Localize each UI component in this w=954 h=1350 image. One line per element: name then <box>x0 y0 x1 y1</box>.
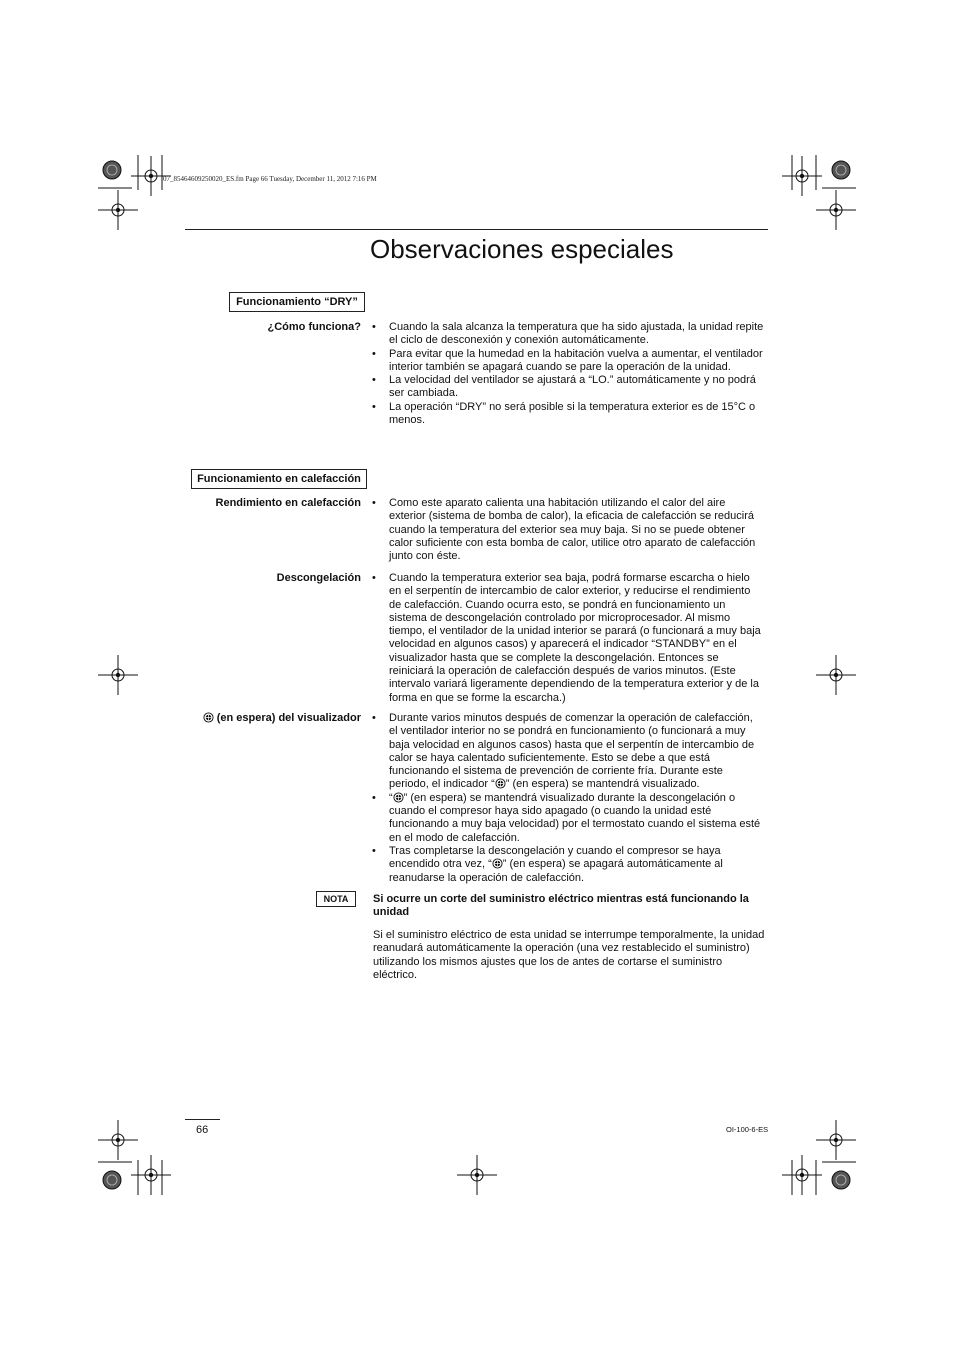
section-heading-heating: Funcionamiento en calefacción <box>191 469 367 489</box>
nota-badge: NOTA <box>316 891 356 907</box>
list-item: • Para evitar que la humedad en la habitación vuelva a aumentar, el ventilador interior también se apagará cuando se pare la operación de la unidad. <box>372 348 764 375</box>
text-segment: “ <box>389 791 393 804</box>
page-title: Observaciones especiales <box>370 234 674 264</box>
list-item: • La velocidad del ventilador se ajustará a “LO.” automáticamente y no podrá ser cambiada. <box>372 374 764 401</box>
standby-icon <box>492 858 503 869</box>
label-defrost: Descongelación <box>276 572 361 584</box>
standby-icon <box>393 792 404 803</box>
text-segment: Durante varios minutos después de comenzar la operación de calefacción, el ventilador interior no se pondrá en funcionamiento (o funcionará a muy baja velocidad en algunos casos) hasta que el serpentín de intercambio de calor se haya calentado suficientemente. Esto se debe a que está funcionando el sistema de prevención de corriente fría. Durante este periodo, el indicador “ <box>389 712 755 791</box>
label-heating-performance: Rendimiento en calefacción <box>215 497 361 509</box>
standby-icon <box>495 778 506 789</box>
file-info: 07_85464609250020_ES.fm Page 66 Tuesday, December 11, 2012 7:16 PM <box>163 175 377 183</box>
standby-list <box>372 712 764 885</box>
performance-list <box>372 497 764 563</box>
label-how-it-works: ¿Cómo funciona? <box>267 321 361 333</box>
page-number: 66 <box>196 1124 209 1136</box>
text-segment: Tras completarse la descongelación y cuando el compresor se haya encendido otra vez, “ <box>389 844 721 871</box>
list-item: • Como este aparato calienta una habitación utilizando el calor del aire exterior (sistema de bomba de calor), la eficacia de calefacción se reducirá cuando la temperatura del exterior sea muy baja. Si no se puede obtener calor suficiente con esta bomba de calor, utilice otro aparato de calefacción junto con éste. <box>372 497 764 563</box>
standby-icon <box>203 712 214 723</box>
list-item: • Cuando la sala alcanza la temperatura que ha sido ajustada, la unidad repite el ciclo de desconexión y conexión automáticamente. <box>372 321 764 348</box>
nota-heading: Si ocurre un corte del suministro eléctrico mientras está funcionando la unidad <box>373 893 749 919</box>
doc-code: OI-100-6-ES <box>726 1125 769 1134</box>
text-segment: ” (en espera) se apagará automáticamente al reanudarse la operación de calefacción. <box>389 858 723 884</box>
list-item: • La operación “DRY” no será posible si la temperatura exterior es de 15°C o menos. <box>372 401 764 428</box>
list-item <box>372 845 764 885</box>
label-standby-text: (en espera) del visualizador <box>216 712 361 724</box>
header-rule <box>185 229 768 230</box>
text-segment: ” (en espera) se mantendrá visualizado durante la descongelación o cuando el compresor haya sido apagado (o cuando la unidad esté funcionando a muy baja velocidad) por el termostato cuando el sistema esté en el modo de calefacción. <box>389 791 761 844</box>
dry-bullet-list <box>372 321 764 427</box>
defrost-list <box>372 572 764 705</box>
footer-rule <box>185 1119 220 1120</box>
label-standby <box>203 712 361 724</box>
nota-text: Si el suministro eléctrico de esta unidad se interrumpe temporalmente, la unidad reanudará automáticamente la operación (una vez restablecido el suministro) utilizando los mismos ajustes que los de antes de cortarse el suministro eléctrico. <box>373 929 765 981</box>
list-item <box>372 712 764 792</box>
section-heading-dry: Funcionamiento “DRY” <box>229 292 365 312</box>
list-item: • Cuando la temperatura exterior sea baja, podrá formarse escarcha o hielo en el serpentín de intercambio de calor exterior, y reducirse el rendimiento de calefacción. Cuando ocurra esto, se pondrá en funcionamiento un sistema de descongelación controlado por microprocesador. Al mismo tiempo, el ventilador de la unidad interior se parará (o funcionará a muy baja velocidad en algunos casos) y aparecerá el indicador “STANDBY” en el visualizador hasta que se complete la descongelación. Entonces se reiniciará la operación de calefacción después de varios minutos. (Este intervalo variará ligeramente dependiendo de la temperatura exterior y de la forma en que se forme la escarcha.) <box>372 572 764 705</box>
text-segment: ” (en espera) se mantendrá visualizado. <box>505 778 700 791</box>
list-item <box>372 792 764 845</box>
